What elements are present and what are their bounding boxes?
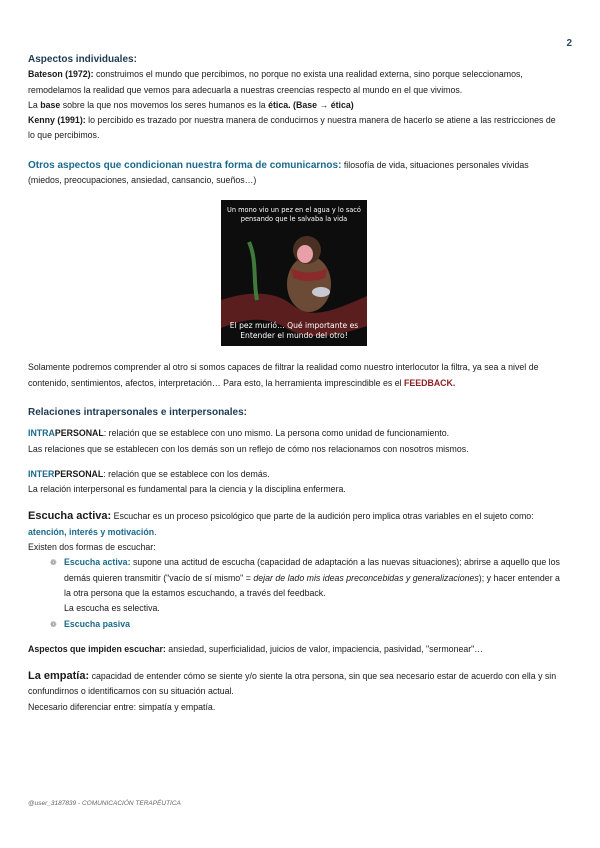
bateson-text: construimos el mundo que percibimos, no porque no exista una realidad externa, sino porque seleccionamos, remodelamos la realidad que vemos para adecuarla a nuestras creencias respecto al mundo en el que vivimos. — [28, 69, 523, 95]
intra-line — [28, 426, 560, 441]
item1-italic: dejar de lado mis ideas preconcebidas y generalizaciones — [253, 572, 479, 583]
item2-label: Escucha pasiva — [64, 618, 131, 629]
item1-sub: La escucha es selectiva. — [64, 603, 160, 614]
section-title-listening: Escucha activa: — [28, 510, 112, 523]
base-pre: La — [28, 99, 41, 110]
listening-list — [28, 555, 560, 601]
list-item — [50, 555, 560, 601]
comic-illustration — [221, 200, 367, 346]
impediments-paragraph — [28, 642, 560, 657]
comic-bottom-caption: El pez murió… Qué importante es Entender el mundo del otro! — [229, 321, 359, 340]
section-title-other: Otros aspectos que condicionan nuestra forma de comunicarnos: — [28, 159, 342, 171]
section-title-individual: Aspectos individuales: — [28, 54, 137, 65]
filter-text: Solamente podremos comprender al otro si somos capaces de filtrar la realidad como nuestro interlocutor la filtra, ya sea a nivel de contenido, sentimientos, afectos, interpretación… Para esto, la herramienta imprescindible es el — [28, 362, 539, 388]
section-title-relations: Relaciones intrapersonales e interpersonales: — [28, 406, 247, 418]
section-title-impediments: Aspectos que impiden escuchar: — [28, 643, 166, 654]
feedback-end: . — [452, 377, 456, 388]
listening-forms: Existen dos formas de escuchar: — [28, 542, 156, 553]
kenny-paragraph — [28, 113, 560, 144]
base-mid: sobre la que nos movemos los seres humanos es la — [60, 99, 269, 110]
item1-end: ); y hacer entender a la otra persona que la estamos escuchando, a través del feedback. — [64, 572, 560, 598]
etica-paren: . (Base → ética) — [288, 99, 354, 110]
fish — [312, 287, 330, 297]
list-item — [50, 617, 560, 632]
inter-prefix: INTER — [28, 468, 55, 479]
kenny-text: lo percibido es trazado por nuestra manera de conducirnos y nuestra manera de hacerlo se atiene a las restricciones de lo que percibimos. — [28, 115, 556, 141]
empathy-text: capacidad de entender cómo se siente y/o siente la otra persona, sin que sea necesario estar de acuerdo con ella y sin confundirnos o identificarnos con su situación actual. — [28, 671, 557, 697]
intra-prefix: INTRA — [28, 428, 55, 439]
filter-paragraph — [28, 360, 560, 391]
bateson-label: Bateson (1972): — [28, 69, 94, 80]
comic-top-caption: Un mono vio un pez en el agua y lo sacó pensando que le salvaba la vida — [227, 206, 361, 223]
inter-text: : relación que se establece con los demás. — [103, 468, 270, 479]
page-number: 2 — [566, 38, 572, 49]
item1-text: supone una actitud de escucha (capacidad de adaptación a las nuevas situaciones); abrirse a aquello que los demás quieren transmitir ("vacío de sí mismo" = — [64, 557, 560, 583]
listening-list-2 — [28, 617, 560, 632]
section-title-empathy: La empatía: — [28, 670, 90, 683]
footer: @user_3187839 - COMUNICACIÓN TERAPÉUTICA — [28, 800, 181, 807]
vine-leaf — [249, 242, 257, 300]
empathy-paragraph — [28, 669, 560, 700]
active-listening-paragraph — [28, 509, 560, 540]
document-body — [28, 52, 560, 715]
intra-rest: PERSONAL — [54, 428, 104, 439]
empathy-line-2: Necesario diferenciar entre: simpatía y empatía. — [28, 701, 216, 712]
feedback-word: FEEDBACK — [404, 377, 453, 388]
monkey-body — [287, 256, 331, 312]
inter-rest: PERSONAL — [54, 468, 104, 479]
item1-label: Escucha activa: — [64, 557, 131, 568]
impediments-text: ansiedad, superficialidad, juicios de valor, impaciencia, pasividad, "sermonear"… — [165, 643, 484, 654]
base-word: base — [40, 99, 61, 110]
listening-vars: atención, interés y motivación — [28, 526, 155, 537]
other-aspects-text: filosofía de vida, situaciones personales vividas (miedos, preocupaciones, ansiedad, cansancio, sueños…) — [28, 159, 529, 186]
monkey-face — [297, 245, 313, 263]
kenny-label: Kenny (1991): — [28, 115, 86, 126]
listening-text: Escuchar es un proceso psicológico que parte de la audición pero implica otras variables en el sujeto como: — [111, 511, 534, 522]
etica-word: ética — [268, 99, 289, 110]
listening-end: . — [154, 526, 157, 537]
inter-line-2: La relación interpersonal es fundamental para la ciencia y la disciplina enfermera. — [28, 484, 346, 495]
intra-text: : relación que se establece con uno mismo. La persona como unidad de funcionamiento. — [103, 428, 450, 439]
inter-line — [28, 467, 560, 482]
intra-line-2: Las relaciones que se establecen con los demás son un reflejo de cómo nos relacionamos con nosotros mismos. — [28, 443, 469, 454]
bateson-paragraph — [28, 67, 560, 98]
bullet-icon: ❁ — [50, 558, 57, 568]
base-line — [28, 98, 560, 113]
bullet-icon: ❁ — [50, 619, 57, 629]
other-aspects-paragraph — [28, 158, 560, 189]
